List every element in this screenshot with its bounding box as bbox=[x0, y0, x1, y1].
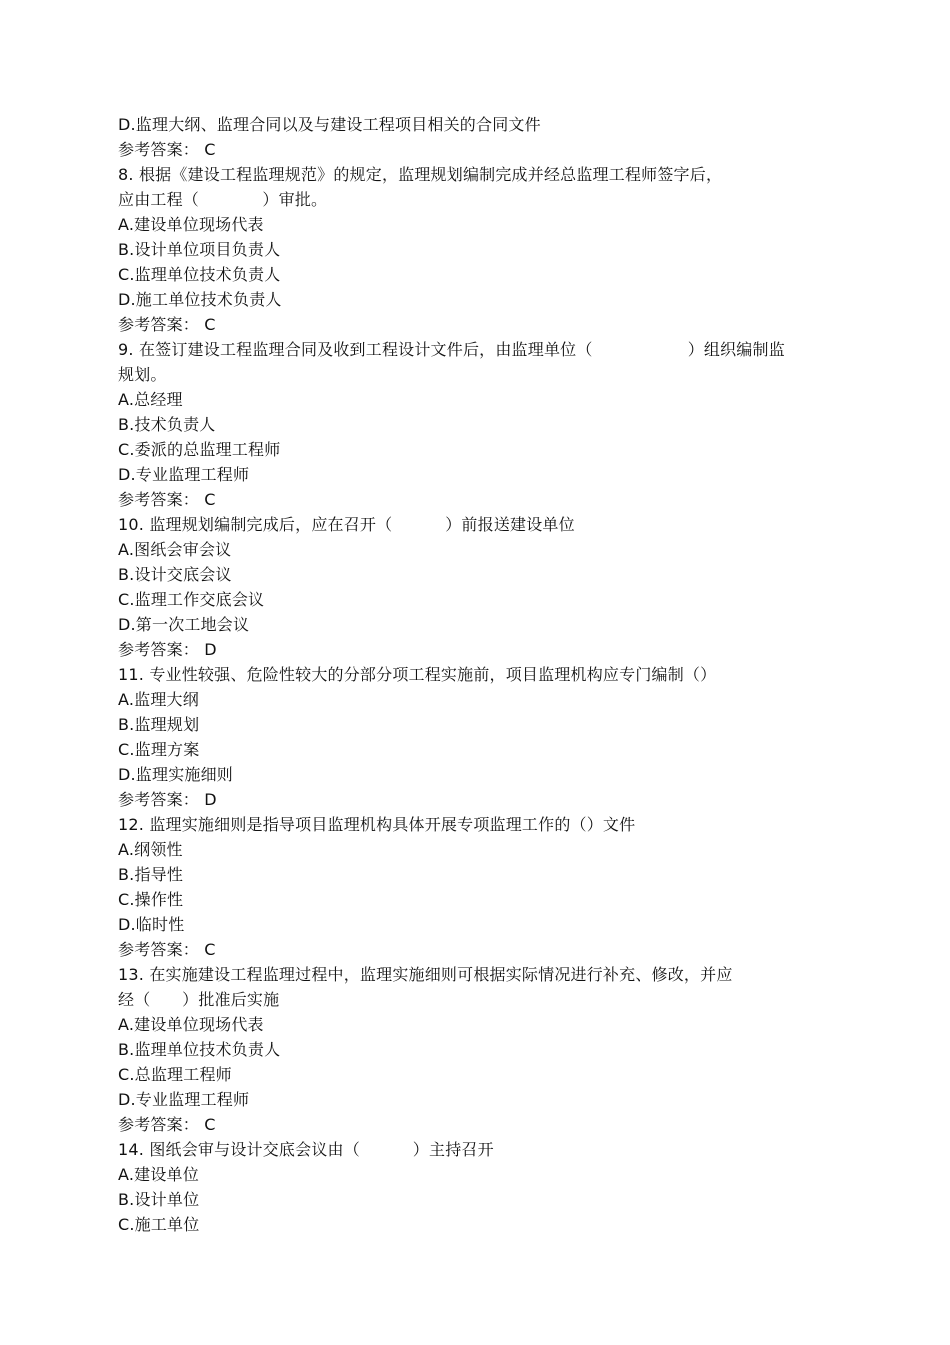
text-line: C.监理方案 bbox=[118, 740, 200, 759]
text-line: 应由工程（ ）审批。 bbox=[118, 190, 328, 209]
text-line: 参考答案： C bbox=[118, 140, 216, 159]
text-line: D.专业监理工程师 bbox=[118, 465, 250, 484]
document-page bbox=[118, 112, 878, 1237]
text-line: 参考答案： C bbox=[118, 940, 216, 959]
text-line: D.施工单位技术负责人 bbox=[118, 290, 282, 309]
text-line: 参考答案： D bbox=[118, 640, 217, 659]
text-line: A.图纸会审会议 bbox=[118, 540, 232, 559]
text-line: A.纲领性 bbox=[118, 840, 183, 859]
text-line: D.监理实施细则 bbox=[118, 765, 234, 784]
text-line: 12. 监理实施细则是指导项目监理机构具体开展专项监理工作的（）文件 bbox=[118, 815, 636, 834]
text-line: 参考答案： C bbox=[118, 490, 216, 509]
text-line: 11. 专业性较强、危险性较大的分部分项工程实施前，项目监理机构应专门编制（） bbox=[118, 665, 717, 684]
text-line: C.监理单位技术负责人 bbox=[118, 265, 281, 284]
text-line: C.总监理工程师 bbox=[118, 1065, 232, 1084]
text-line: 规划。 bbox=[118, 365, 167, 384]
text-line: B.设计单位 bbox=[118, 1190, 200, 1209]
text-line: B.指导性 bbox=[118, 865, 184, 884]
text-line: D.专业监理工程师 bbox=[118, 1090, 250, 1109]
text-line: A.总经理 bbox=[118, 390, 183, 409]
text-line: B.监理单位技术负责人 bbox=[118, 1040, 281, 1059]
text-line: A.建设单位 bbox=[118, 1165, 199, 1184]
text-line: A.监理大纲 bbox=[118, 690, 199, 709]
text-line: B.监理规划 bbox=[118, 715, 200, 734]
text-line: C.委派的总监理工程师 bbox=[118, 440, 281, 459]
text-line: C.施工单位 bbox=[118, 1215, 200, 1234]
text-line: 10. 监理规划编制完成后，应在召开（ ）前报送建设单位 bbox=[118, 515, 575, 534]
text-line: B.设计交底会议 bbox=[118, 565, 232, 584]
text-line: 9. 在签订建设工程监理合同及收到工程设计文件后，由监理单位（ ）组织编制监 bbox=[118, 340, 785, 359]
text-line: D.第一次工地会议 bbox=[118, 615, 250, 634]
text-line: B.技术负责人 bbox=[118, 415, 216, 434]
text-line: 13. 在实施建设工程监理过程中，监理实施细则可根据实际情况进行补充、修改，并应 bbox=[118, 965, 733, 984]
text-line: 参考答案： D bbox=[118, 790, 217, 809]
text-line: 8. 根据《建设工程监理规范》的规定，监理规划编制完成并经总监理工程师签字后， bbox=[118, 165, 723, 184]
text-line: 经（ ）批准后实施 bbox=[118, 990, 280, 1009]
text-line: 14. 图纸会审与设计交底会议由（ ）主持召开 bbox=[118, 1140, 494, 1159]
text-line: A.建设单位现场代表 bbox=[118, 215, 264, 234]
text-line: D.临时性 bbox=[118, 915, 185, 934]
text-line: C.操作性 bbox=[118, 890, 184, 909]
text-line: C.监理工作交底会议 bbox=[118, 590, 265, 609]
text-line: 参考答案： C bbox=[118, 1115, 216, 1134]
text-line: A.建设单位现场代表 bbox=[118, 1015, 264, 1034]
text-line: D.监理大纲、监理合同以及与建设工程项目相关的合同文件 bbox=[118, 115, 541, 134]
text-line: 参考答案： C bbox=[118, 315, 216, 334]
text-line: B.设计单位项目负责人 bbox=[118, 240, 281, 259]
